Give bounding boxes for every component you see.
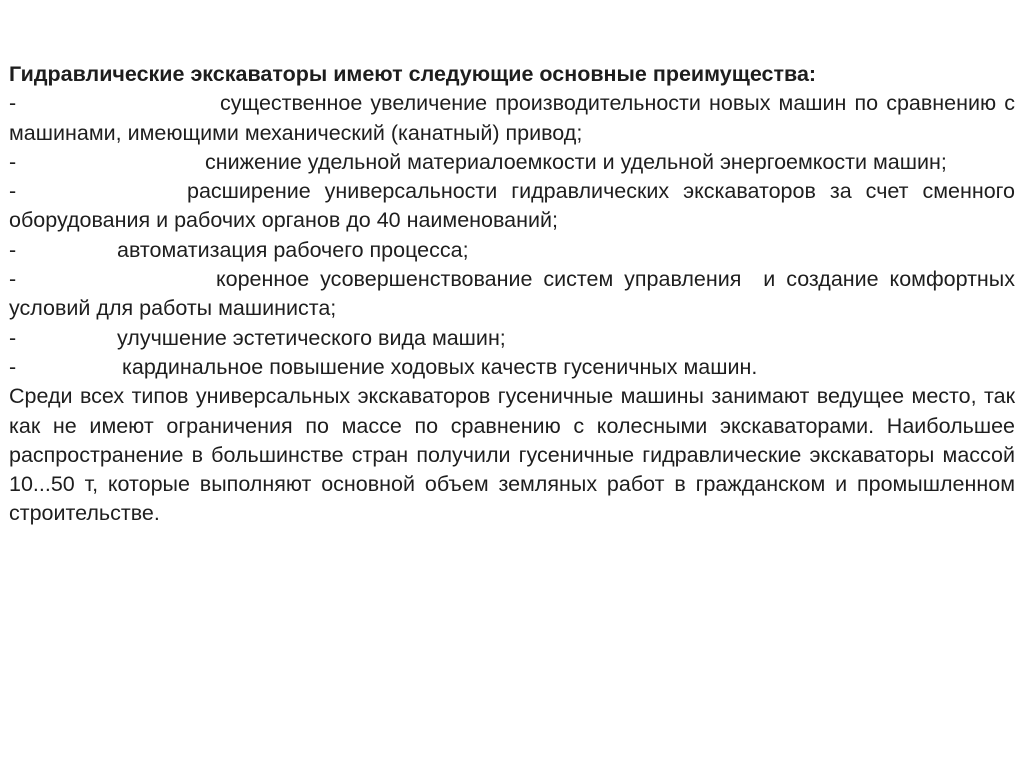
list-item: [9, 265, 1021, 324]
list-dash: -: [9, 267, 17, 292]
list-dash: -: [9, 179, 17, 204]
list-item-text: снижение удельной материалоемкости и удельной энергоемкости машин;: [205, 149, 947, 174]
list-item: [9, 148, 1015, 177]
body-paragraph: Среди всех типов универсальных экскаваторов гусеничные машины занимают ведущее место, так как не имеют ограничения по массе по сравнению с колесными экскаваторами. Наибольшее распространение в большинстве стран получили гусеничные гидравлические экскаваторы массой 10...50 т, которые выполняют основной объем земляных работ в гражданском и промышленном строительстве.: [9, 384, 1015, 526]
list-dash: -: [9, 325, 17, 350]
list-dash: -: [9, 354, 17, 379]
heading: Гидравлические экскаваторы имеют следующие основные преимущества:: [9, 62, 817, 86]
list-item-text: улучшение эстетического вида машин;: [117, 325, 506, 350]
list-item-text: существенное увеличение производительности новых машин по сравнению с машинами, имеющими механический (канатный) привод;: [9, 91, 1015, 145]
list-dash: -: [9, 91, 17, 116]
list-item: [9, 89, 1015, 148]
list-item: [9, 324, 1015, 353]
list-item: [9, 353, 1015, 382]
list-item-text: расширение универсальности гидравлических экскаваторов за счет сменного оборудования и рабочих органов до 40 наименований;: [9, 179, 1015, 233]
list-item-text: коренное усовершенствование систем управления и создание комфортных условий для работы машиниста;: [9, 267, 1021, 321]
list-item-text: автоматизация рабочего процесса;: [117, 237, 469, 262]
slide-content: [9, 60, 1021, 529]
list-item: [9, 177, 1015, 236]
list-item: [9, 236, 1015, 265]
list-dash: -: [9, 149, 17, 174]
list-dash: -: [9, 237, 17, 262]
list-item-text: кардинальное повышение ходовых качеств гусеничных машин.: [122, 354, 758, 379]
